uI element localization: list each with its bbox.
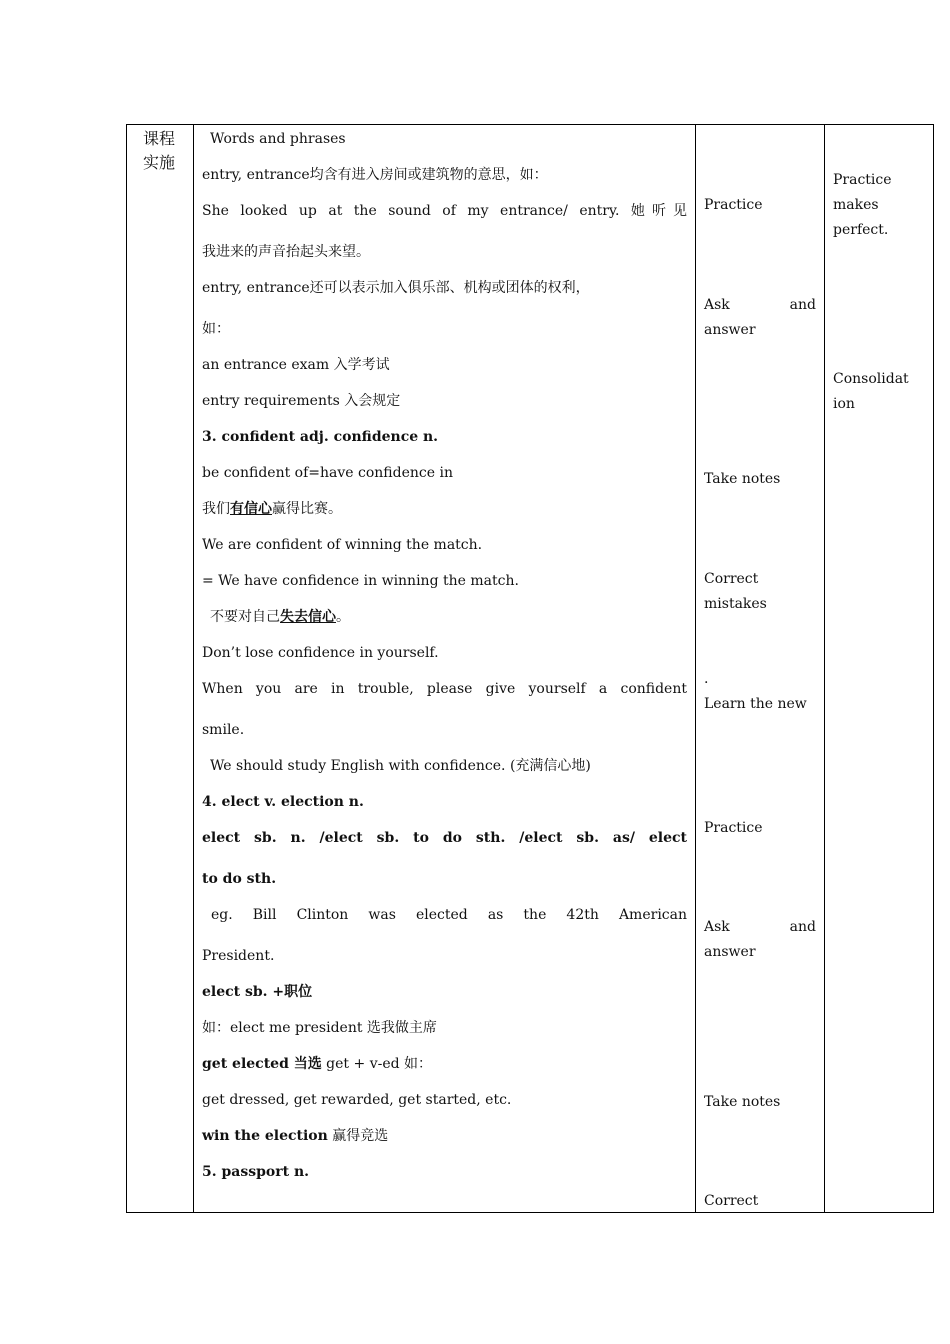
content-line: = We have confidence in winning the match. — [202, 573, 519, 589]
activity-text: Practice — [704, 820, 763, 836]
teaching-content-cell — [194, 125, 696, 1213]
content-heading: 3. confident adj. confidence n. — [202, 429, 439, 445]
text-span: get + v-ed 如： — [321, 1056, 433, 1072]
underlined-text: 有信心 — [230, 501, 272, 517]
content-line: 我进来的声音抬起头来望。 — [202, 244, 370, 260]
purpose-text: ion — [833, 396, 855, 412]
content-line: an entrance exam 入学考试 — [202, 357, 390, 373]
activity-text: Practice — [704, 197, 763, 213]
text-span: 赢得比赛。 — [272, 501, 342, 517]
content-line: We should study English with confidence. (充满信心地) — [210, 758, 591, 774]
text-span: 不要对自己 — [210, 609, 280, 625]
content-line: She looked up at the sound of my entrance/ entry. 她听见 — [202, 203, 687, 219]
table-row — [127, 125, 934, 1213]
content-line: eg. Bill Clinton was elected as the 42th American — [211, 907, 687, 923]
content-line: get dressed, get rewarded, get started, etc. — [202, 1092, 512, 1108]
bold-text: win the election — [202, 1128, 328, 1144]
activity-text: Learn the new — [704, 696, 807, 712]
activity-text: answer — [704, 944, 756, 960]
content-line: entry, entrance还可以表示加入俱乐部、机构或团体的权利， — [202, 280, 590, 296]
content-line — [202, 500, 342, 518]
activity-text: answer — [704, 322, 756, 338]
purpose-text: makes — [833, 197, 879, 213]
activity-text: mistakes — [704, 596, 767, 612]
content-line: entry, entrance均含有进入房间或建筑物的意思，如： — [202, 167, 548, 183]
stage-label-cell — [127, 125, 194, 1213]
stage-label-line2: 实施 — [143, 153, 176, 172]
content-line: Don’t lose confidence in yourself. — [202, 645, 439, 661]
activity-text: Ask and — [704, 919, 816, 935]
design-purpose-cell — [825, 125, 934, 1213]
activity-text: Correct — [704, 571, 759, 587]
activity-text: Correct — [704, 1193, 759, 1209]
content-line: We are confident of winning the match. — [202, 537, 483, 553]
text-span: 。 — [336, 609, 350, 625]
content-heading: 4. elect v. election n. — [202, 794, 364, 810]
activity-text: Take notes — [704, 471, 781, 487]
content-line: smile. — [202, 722, 245, 738]
content-line: elect sb. +职位 — [202, 984, 313, 1000]
student-activity-cell — [696, 125, 825, 1213]
text-span: 赢得竞选 — [327, 1128, 389, 1144]
purpose-text: Practice — [833, 172, 892, 188]
activity-text: Ask and — [704, 297, 816, 313]
content-line — [202, 1127, 388, 1145]
content-heading: 5. passport n. — [202, 1164, 310, 1180]
content-line: When you are in trouble, please give yourself a confident — [202, 681, 687, 697]
bold-text: get elected 当选 — [202, 1056, 322, 1072]
activity-text: . — [704, 671, 709, 687]
content-line: President. — [202, 948, 275, 964]
content-line — [202, 1055, 432, 1073]
content-line: 如： — [202, 321, 230, 337]
purpose-text: perfect. — [833, 222, 889, 238]
content-line: 如：elect me president 选我做主席 — [202, 1020, 437, 1036]
purpose-text: Consolidat — [833, 371, 909, 387]
lesson-table — [126, 124, 934, 1213]
stage-label-line1: 课程 — [143, 129, 176, 148]
content-line: Words and phrases — [210, 131, 346, 147]
underlined-text: 失去信心 — [280, 609, 336, 625]
activity-text: Take notes — [704, 1094, 781, 1110]
content-line: be confident of=have confidence in — [202, 465, 453, 481]
text-span: 我们 — [202, 501, 230, 517]
content-line: elect sb. n. /elect sb. to do sth. /elect sb. as/ elect — [202, 830, 687, 846]
content-line: to do sth. — [202, 871, 277, 887]
content-line: entry requirements 入会规定 — [202, 393, 401, 409]
content-line — [210, 608, 350, 626]
